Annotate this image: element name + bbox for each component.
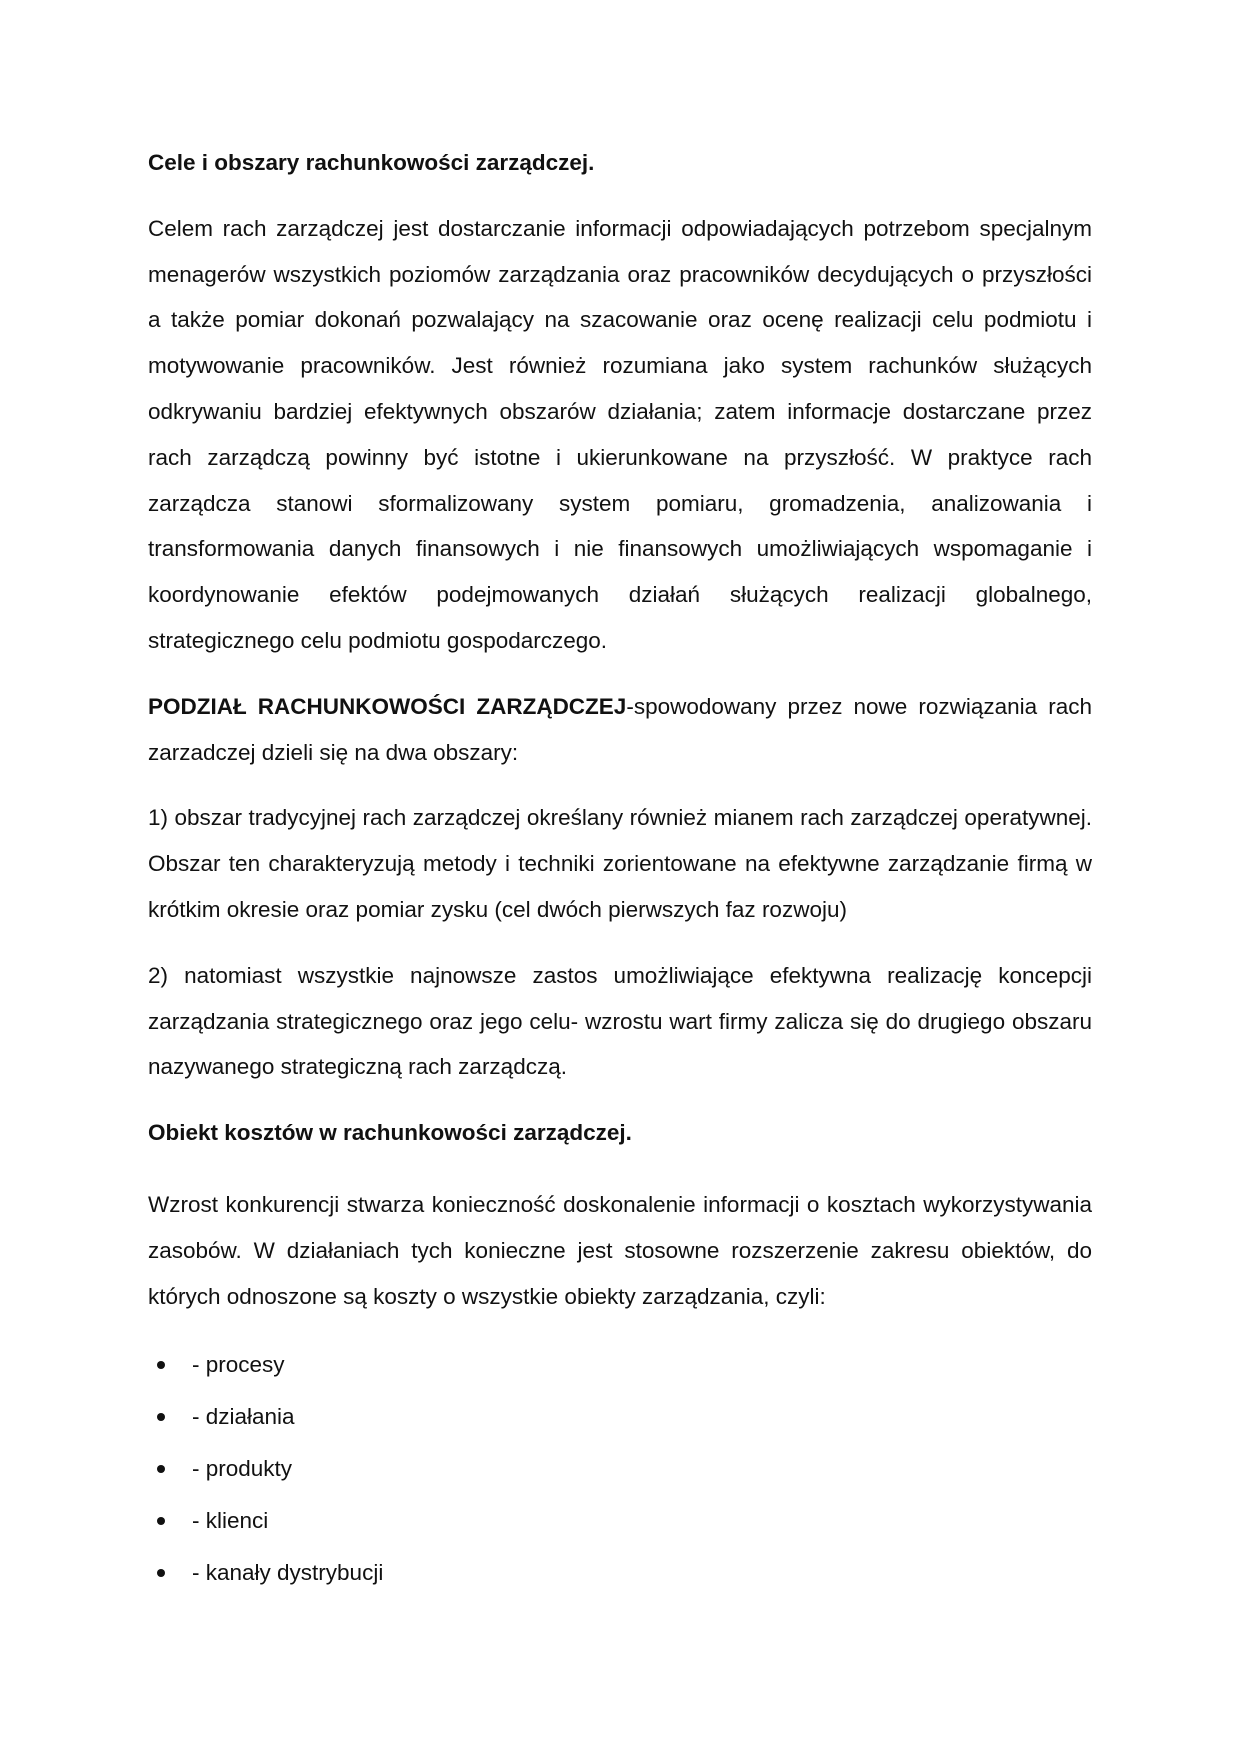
division-text: -spowodowany przez nowe rozwiązania rach zarzadczej dzieli się na dwa obszary:	[148, 693, 1092, 765]
section-heading-cost-object: Obiekt kosztów w rachunkowości zarządczej.	[148, 1120, 632, 1146]
list-item	[148, 1339, 1092, 1391]
list-item-label: - działania	[192, 1404, 295, 1430]
list-item-label: - produkty	[192, 1456, 293, 1482]
bullet-icon	[157, 1413, 165, 1421]
division-heading: PODZIAŁ RACHUNKOWOŚCI ZARZĄDCZEJ	[148, 693, 627, 719]
list-item-label: - procesy	[192, 1352, 285, 1378]
bullet-icon	[157, 1517, 165, 1525]
paragraph-goals: Celem rach zarządczej jest dostarczanie informacji odpowiadających potrzebom specjalnym menagerów wszystkich poziomów zarządzania oraz pracowników decydujących o przyszłości a także pomiar dokonań pozwalający na szacowanie oraz ocenę realizacji celu podmiotu i motywowanie pracowników. Jest również rozumiana jako system rachunków służących odkrywaniu bardziej efektywnych obszarów działania; zatem informacje dostarczane przez rach zarządczą powinny być istotne i ukierunkowane na przyszłość. W praktyce rach zarządcza stanowi sformalizowany system pomiaru, gromadzenia, analizowania i transformowania danych finansowych i nie finansowych umożliwiających wspomaganie i koordynowanie efektów podejmowanych działań służących realizacji globalnego, strategicznego celu podmiotu gospodarczego.	[148, 215, 1092, 653]
point-operational: 1) obszar tradycyjnej rach zarządczej określany również mianem rach zarządczej operatywnej. Obszar ten charakteryzują metody i techniki zorientowane na efektywne zarządzanie firmą w krótkim okresie oraz pomiar zysku (cel dwóch pierwszych faz rozwoju)	[148, 805, 1092, 922]
document-page	[148, 140, 1092, 1599]
list-item	[148, 1443, 1092, 1495]
list-item	[148, 1495, 1092, 1547]
list-item	[148, 1547, 1092, 1599]
cost-objects-list	[148, 1339, 1092, 1599]
list-item-label: - klienci	[192, 1508, 269, 1534]
point-strategic: 2) natomiast wszystkie najnowsze zastos umożliwiające efektywna realizację koncepcji zarządzania strategicznego oraz jego celu- wzrostu wart firmy zalicza się do drugiego obszaru nazywanego strategiczną rach zarządczą.	[148, 962, 1092, 1080]
bullet-icon	[157, 1361, 165, 1369]
paragraph-division	[148, 684, 1092, 776]
bullet-icon	[157, 1569, 165, 1577]
list-item-label: - kanały dystrybucji	[192, 1560, 384, 1586]
document-title: Cele i obszary rachunkowości zarządczej.	[148, 150, 595, 175]
list-item	[148, 1391, 1092, 1443]
paragraph-competition: Wzrost konkurencji stwarza konieczność doskonalenie informacji o kosztach wykorzystywania zasobów. W działaniach tych konieczne jest stosowne rozszerzenie zakresu obiektów, do których odnoszone są koszty o wszystkie obiekty zarządzania, czyli:	[148, 1191, 1092, 1309]
bullet-icon	[157, 1465, 165, 1473]
